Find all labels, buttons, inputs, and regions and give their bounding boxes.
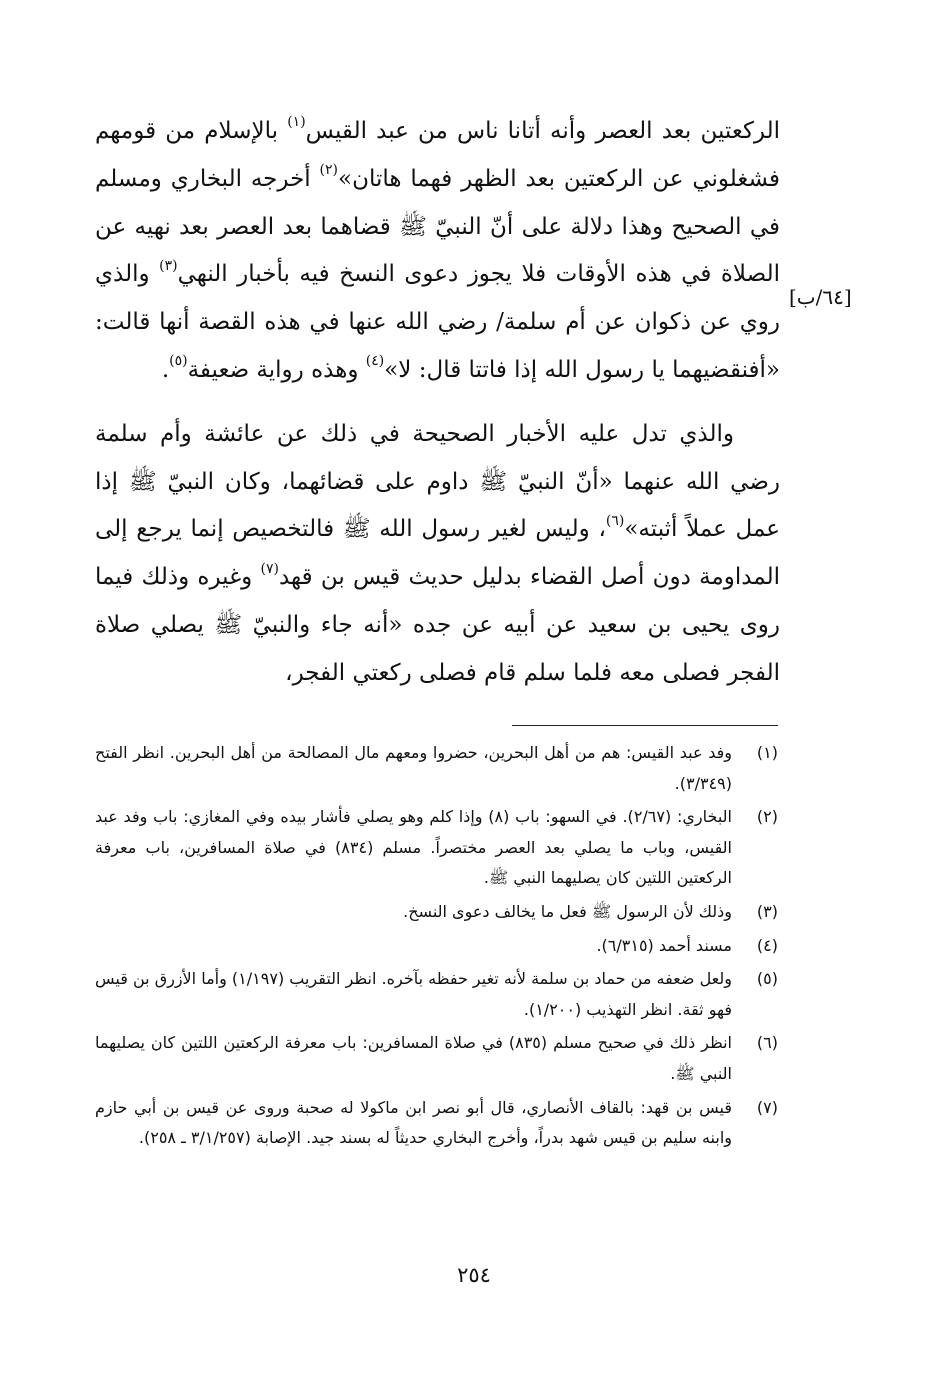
footnote-number: (٥) (756, 969, 778, 989)
text-run: الركعتين بعد العصر وأنه أتانا ناس من عبد القيس (305, 118, 780, 144)
manuscript-folio-marker: [٦٤/ب] (789, 285, 852, 309)
footnote-text: البخاري: (٢/٦٧). في السهو: باب (٨) وإذا كلم وهو يصلي فأشار بيده وفي المغازي: باب وفد عبد القيس، وباب ما يصلي بعد العصر مختصراً. مسلم (٨٣٤) في صلاة المسافرين، باب معرفة الركعتين اللتين كان يصليهما النبي ﷺ. (95, 807, 732, 888)
footnote-number: (٣) (756, 901, 778, 921)
footnote-text: وذلك لأن الرسول ﷺ فعل ما يخالف دعوى النسخ. (403, 901, 732, 921)
footnote-3 (95, 897, 778, 928)
footnote-4 (95, 931, 778, 962)
paragraph-2 (95, 411, 780, 698)
footnote-1 (95, 738, 778, 799)
footnote-text: قيس بن قهد: بالقاف الأنصاري، قال أبو نصر ابن ماكولا له صحبة وروى عن قيس بن أبي حازم وابنه سليم بن قيس شهد بدراً، وأخرج البخاري حديثاً له بسند جيد. الإصابة (٣/١/٢٥٧ ـ ٢٥٨). (95, 1097, 732, 1148)
footnote-ref-5[interactable]: (٥) (169, 353, 188, 370)
footnote-number: (٦) (756, 1033, 778, 1053)
footnote-number: (٢) (756, 807, 778, 827)
footnote-ref-3[interactable]: (٣) (159, 257, 178, 274)
text-run: ، وليس لغير رسول الله ﷺ فالتخصيص إنما يرجع إلى المداومة دون أصل القضاء بدليل حديث قيس بن قهد (95, 516, 780, 591)
footnote-6 (95, 1028, 778, 1089)
footnote-ref-7[interactable]: (٧) (260, 560, 279, 577)
text-run: بالإسلام من قومهم فشغلوني عن الركعتين بعد الظهر فهما هاتان» (95, 118, 780, 192)
footnote-ref-6[interactable]: (٦) (605, 512, 625, 529)
text-run: أخرجه البخاري ومسلم في الصحيح وهذا دلالة على أنّ النبيّ ﷺ قضاهما بعد العصر بعد نهيه عن الصلاة في هذه الأوقات فلا يجوز دعوى النسخ فيه بأخبار النهي (95, 165, 780, 288)
footnote-ref-2[interactable]: (٢) (319, 162, 338, 179)
footnote-2 (95, 802, 778, 894)
text-run: وغيره وذلك فيما روى يحيى بن سعيد عن أبيه عن جده «أنه جاء والنبيّ ﷺ يصلي صلاة الفجر فصلى معه فلما سلم قام فصلى ركعتي الفجر، (95, 564, 780, 686)
text-run: وهذه رواية ضعيفة (187, 356, 366, 383)
footnote-5 (95, 964, 778, 1025)
page-number: ٢٥٤ (457, 1263, 491, 1287)
text-run: والذي روي عن ذكوان عن أم سلمة/ رضي الله عنها في هذه القصة أنها قالت: «أفنقضيهما يا رسول الله إذا فاتتا قال: لا» (95, 261, 780, 383)
footnote-text: مسند أحمد (٦/٣١٥). (596, 935, 732, 955)
footnote-text: ولعل ضعفه من حماد بن سلمة لأنه تغير حفظه بآخره. انظر التقريب (١/١٩٧) وأما الأزرق بن قيس فهو ثقة. انظر التهذيب (١/٢٠٠). (95, 969, 732, 1019)
footnote-separator (512, 725, 778, 726)
footnote-number: (٧) (756, 1097, 778, 1117)
footnote-ref-1[interactable]: (١) (287, 114, 306, 131)
main-text (95, 108, 780, 698)
footnote-number: (٤) (756, 935, 778, 955)
footnote-number: (١) (756, 743, 778, 762)
text-run: . (161, 356, 170, 383)
footnotes (95, 738, 778, 1154)
footnote-7 (95, 1093, 778, 1154)
text-run: والذي تدل عليه الأخبار الصحيحة في ذلك عن عائشة وأم سلمة رضي الله عنهما «أنّ النبيّ ﷺ داوم على قضائهما، وكان النبيّ ﷺ إذا عمل عملاً أثبته» (95, 420, 780, 543)
footnote-text: وفد عبد القيس: هم من أهل البحرين، حضروا ومعهم مال المصالحة من أهل البحرين. انظر الفتح (٣/٣٤٩). (95, 743, 732, 793)
footnote-text: انظر ذلك في صحيح مسلم (٨٣٥) في صلاة المسافرين: باب معرفة الركعتين اللتين كان يصليهما النبي ﷺ. (95, 1033, 732, 1083)
paragraph-1 (95, 108, 780, 395)
footnote-ref-4[interactable]: (٤) (365, 353, 385, 370)
